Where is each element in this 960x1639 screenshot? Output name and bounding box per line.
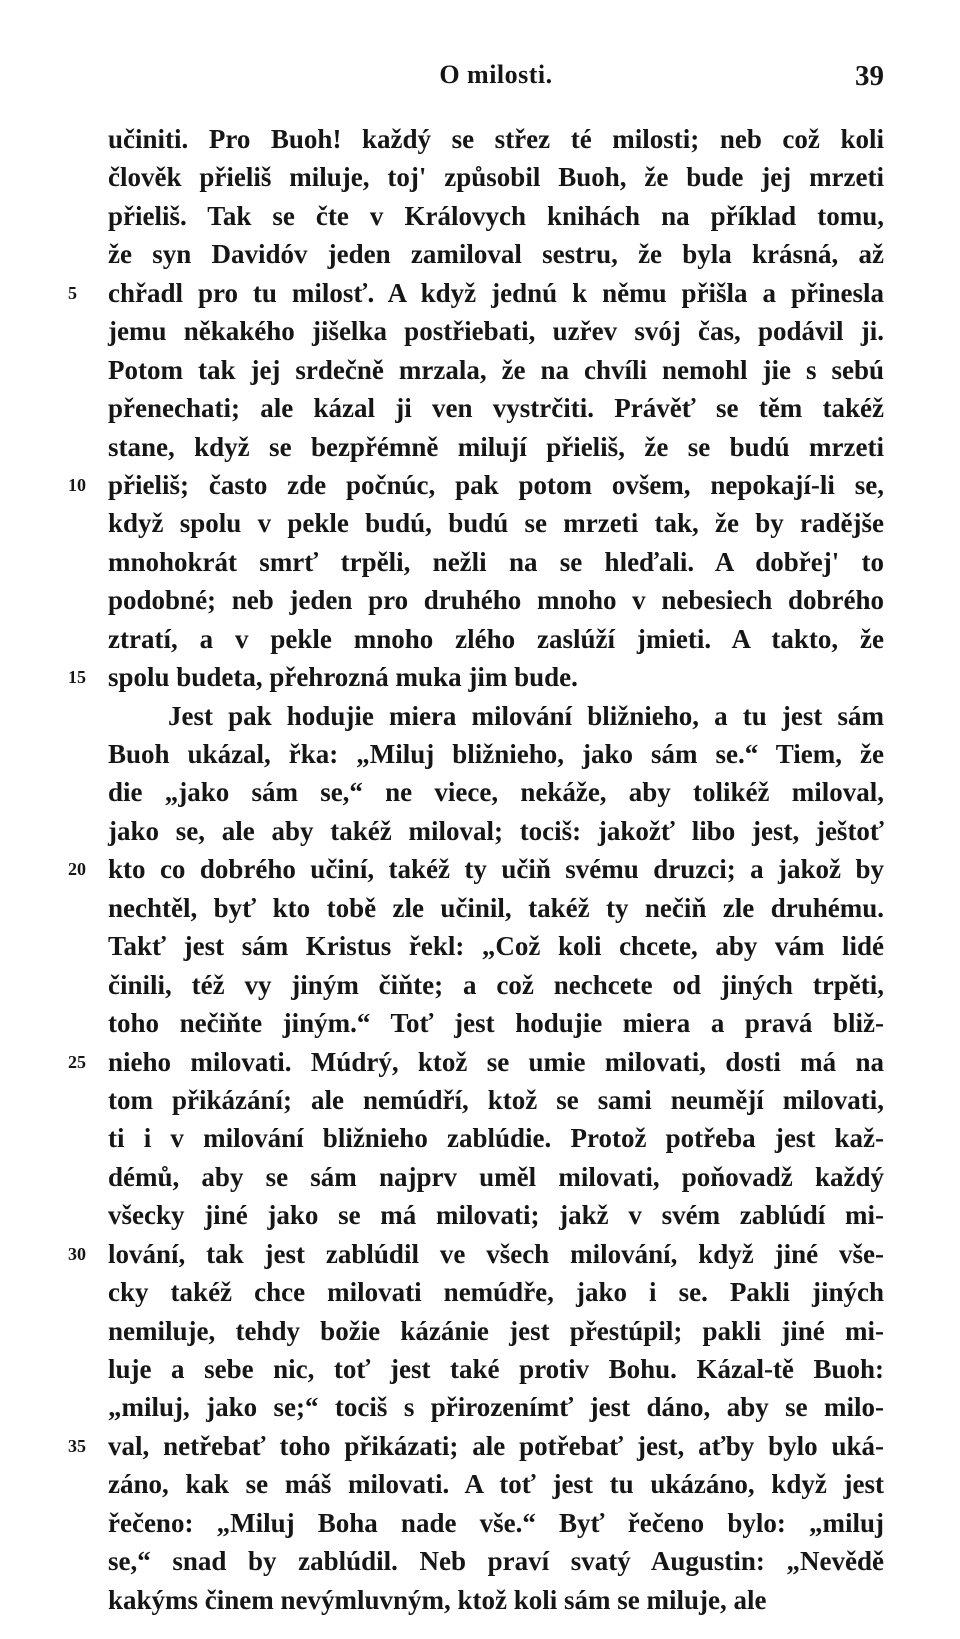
page-number: 39 xyxy=(855,60,884,92)
line-text: nieho milovati. Múdrý, ktož se umie milovati, dosti má na xyxy=(108,1046,884,1077)
line-text: chřadl pro tu milosť. A když jednú k němu přišla a přinesla xyxy=(108,277,884,308)
text-line xyxy=(68,1427,884,1465)
text-line xyxy=(68,1043,884,1081)
text-line xyxy=(108,428,884,466)
line-text: když spolu v pekle budú, budú se mrzeti tak, že by radějše xyxy=(108,508,884,539)
text-line xyxy=(108,120,884,158)
text-line xyxy=(108,1542,884,1580)
text-line xyxy=(108,389,884,427)
text-line xyxy=(108,966,884,1004)
text-line xyxy=(108,1273,884,1311)
line-text: podobné; neb jeden pro druhého mnoho v nebesiech dobrého xyxy=(108,585,884,616)
line-text: mnohokrát smrť trpěli, nežli na se hleďali. A dobřej' to xyxy=(108,546,884,577)
line-text: stane, když se bezpřémně milují přieliš, že se budú mrzeti xyxy=(108,431,884,462)
line-text: člověk přieliš miluje, toj' způsobil Buoh, že bude jej mrzeti xyxy=(108,162,884,193)
text-line xyxy=(108,735,884,773)
line-number: 30 xyxy=(68,1243,86,1264)
line-number: 25 xyxy=(68,1051,86,1072)
line-text: činili, též vy jiným čiňte; a což nechcete od jiných trpěti, xyxy=(108,969,884,1000)
line-number: 5 xyxy=(68,282,77,303)
line-text: přenechati; ale kázal ji ven vystrčiti. Právěť se těm takéž xyxy=(108,393,884,424)
line-text: nechtěl, byť kto tobě zle učinil, takéž ty nečiň zle druhému. xyxy=(108,892,884,923)
text-line xyxy=(68,274,884,312)
line-number: 15 xyxy=(68,667,86,688)
line-text: cky takéž chce milovati nemúdře, jako i se. Pakli jiných xyxy=(108,1277,884,1308)
text-line xyxy=(108,620,884,658)
text-line xyxy=(108,351,884,389)
text-line xyxy=(108,504,884,542)
line-text: démů, aby se sám najprv uměl milovati, poňovadž každý xyxy=(108,1161,884,1192)
text-line xyxy=(108,1312,884,1350)
text-line xyxy=(108,581,884,619)
line-text: luje a sebe nic, toť jest také protiv Bohu. Kázal-tě Buoh: xyxy=(108,1354,884,1384)
line-text: nemiluje, tehdy božie kázánie jest přestúpil; pakli jiné mi- xyxy=(108,1315,884,1346)
text-line xyxy=(108,1196,884,1234)
line-text: Takť jest sám Kristus řekl: „Což koli chcete, aby vám lidé xyxy=(108,931,884,962)
line-text: řečeno: „Miluj Boha nade vše.“ Byť řečeno bylo: „miluj xyxy=(108,1507,884,1538)
line-text: přieliš. Tak se čte v Královych knihách na příklad tomu, xyxy=(108,200,884,231)
text-line xyxy=(108,1504,884,1542)
line-text: lování, tak jest zablúdil ve všech milování, když jiné vše- xyxy=(108,1238,884,1269)
line-text: tom přikázání; ale nemúdří, ktož se sami neumějí milovati, xyxy=(108,1084,884,1115)
line-text: toho nečiňte jiným.“ Toť jest hodujie miera a pravá bliž- xyxy=(108,1008,884,1039)
text-line xyxy=(108,197,884,235)
line-text: jako se, ale aby takéž miloval; tociš: jakožť libo jest, ještoť xyxy=(108,815,884,846)
line-text: Jest pak hodujie miera milování bližnieho, a tu jest sám xyxy=(168,700,884,731)
text-line xyxy=(108,158,884,196)
text-line xyxy=(108,889,884,927)
text-line xyxy=(108,927,884,965)
text-line xyxy=(68,850,884,888)
line-number: 10 xyxy=(68,474,86,495)
text-line xyxy=(108,1388,884,1426)
text-line xyxy=(108,1350,884,1388)
line-text: „miluj, jako se;“ tociš s přirozenímť jest dáno, aby se milo- xyxy=(108,1392,884,1423)
line-text: Potom tak jej srdečně mrzala, že na chvíli nemohl jie s sebú xyxy=(108,354,884,385)
text-line xyxy=(68,466,884,504)
page-header xyxy=(108,60,884,104)
text-line xyxy=(108,235,884,273)
line-text: učiniti. Pro Buoh! každý se střez té milosti; neb což koli xyxy=(108,124,884,154)
text-line xyxy=(108,773,884,811)
line-text: všecky jiné jako se má milovati; jakž v svém zablúdí mi- xyxy=(108,1200,884,1231)
running-title: O milosti. xyxy=(439,60,553,89)
line-number: 35 xyxy=(68,1435,86,1456)
line-text: se,“ snad by zablúdil. Neb praví svatý Augustin: „Nevědě xyxy=(108,1546,884,1577)
body-text xyxy=(68,120,884,1619)
line-text: Buoh ukázal, řka: „Miluj bližnieho, jako sám se.“ Tiem, že xyxy=(108,739,884,769)
line-text: záno, kak se máš milovati. A toť jest tu ukázáno, když jest xyxy=(108,1469,884,1500)
line-number: 20 xyxy=(68,859,86,880)
line-text: spolu budeta, přehrozná muka jim bude. xyxy=(108,662,578,693)
line-text: jemu někakého jišelka postřiebati, uzřev svój čas, podávil ji. xyxy=(108,316,884,347)
line-text: ti i v milování bližnieho zablúdie. Protož potřeba jest kaž- xyxy=(108,1123,884,1154)
text-line xyxy=(108,1081,884,1119)
text-line xyxy=(108,312,884,350)
line-text: přieliš; často zde počnúc, pak potom ovšem, nepokají-li se, xyxy=(108,469,884,500)
line-text: kakýms činem nevýmluvným, ktož koli sám se miluje, ale xyxy=(108,1584,767,1615)
text-line xyxy=(108,1119,884,1157)
text-line xyxy=(68,1235,884,1273)
text-line xyxy=(108,1581,884,1619)
line-text: die „jako sám se,“ ne viece, nekáže, aby tolikéž miloval, xyxy=(108,777,884,808)
text-line xyxy=(108,1158,884,1196)
text-line xyxy=(68,658,884,696)
line-text: že syn Davidóv jeden zamiloval sestru, že byla krásná, až xyxy=(108,239,884,270)
line-text: ztratí, a v pekle mnoho zlého zaslúží jmieti. A takto, že xyxy=(108,623,884,654)
text-line xyxy=(108,812,884,850)
text-line xyxy=(108,543,884,581)
line-text: val, netřebať toho přikázati; ale potřebať jest, aťby bylo uká- xyxy=(108,1430,884,1461)
text-line xyxy=(108,697,884,735)
text-line xyxy=(108,1465,884,1503)
text-line xyxy=(108,1004,884,1042)
line-text: kto co dobrého učiní, takéž ty učiň svému druzci; a jakož by xyxy=(108,854,884,885)
